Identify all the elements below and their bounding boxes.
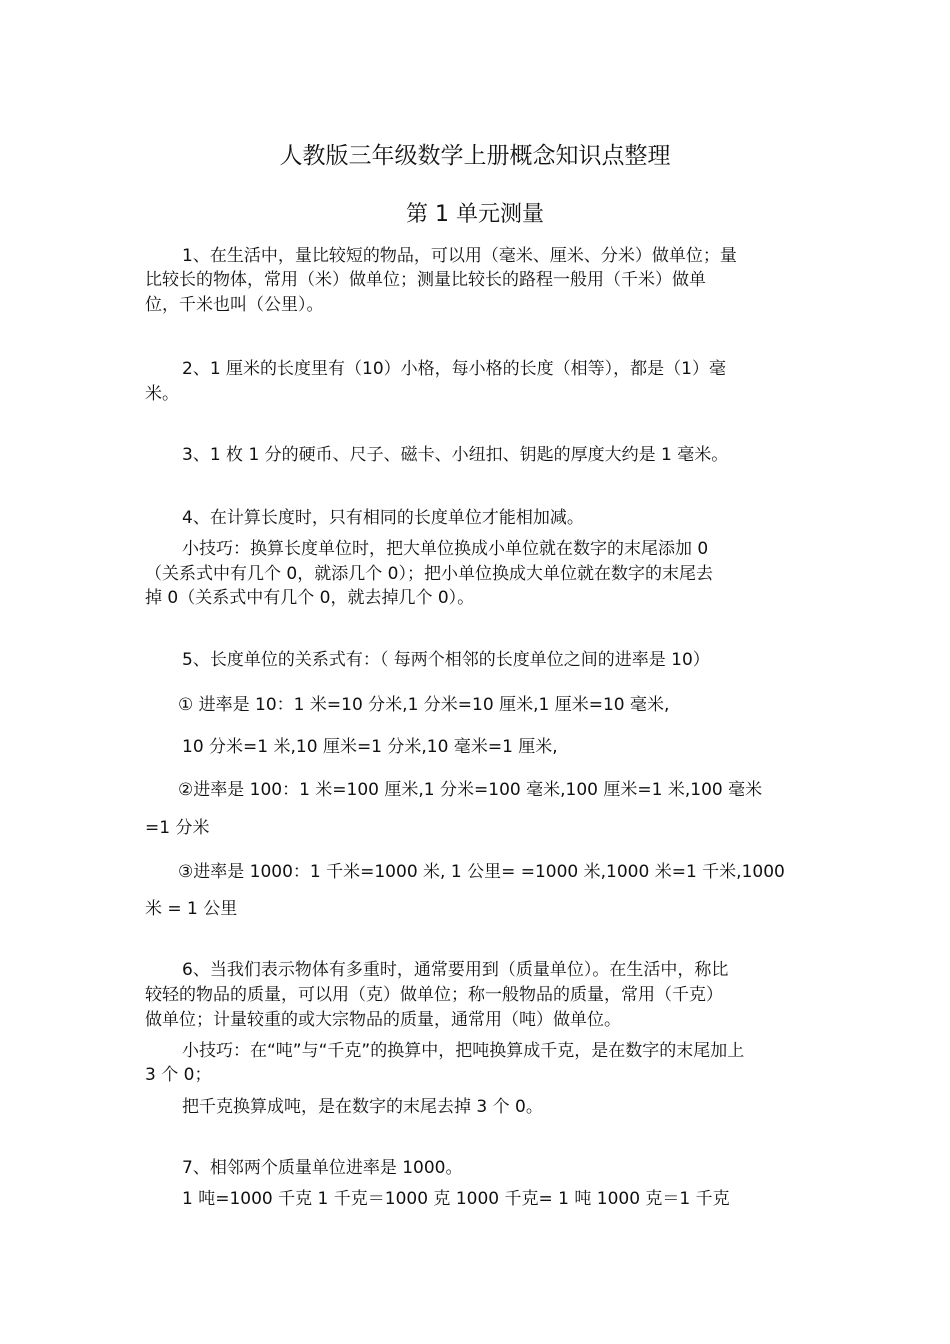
item-6-line-2: 较轻的物品的质量，可以用（克）做单位；称一般物品的质量，常用（千克） (145, 985, 723, 1005)
ratio-10-line-2: 10 分米=1 米,10 厘米=1 分米,10 毫米=1 厘米, (182, 737, 558, 757)
item-5: 5、长度单位的关系式有：（ 每两个相邻的长度单位之间的进率是 10） (182, 650, 710, 670)
ratio-1000-line-1: ③进率是 1000：1 千米=1000 米, 1 公里= =1000 米,1000 米=1 千米,1000 (178, 862, 785, 882)
item-4: 4、在计算长度时，只有相同的长度单位才能相加减。 (182, 508, 584, 528)
ratio-100-line-2: =1 分米 (145, 818, 210, 838)
ratio-10-line-1: ① 进率是 10：1 米=10 分米,1 分米=10 厘米,1 厘米=10 毫米, (178, 695, 670, 715)
item-7-equations: 1 吨=1000 千克 1 千克＝1000 克 1000 千克= 1 吨 1000 克＝1 千克 (182, 1189, 730, 1209)
ratio-100-line-1: ②进率是 100：1 米=100 厘米,1 分米=100 毫米,100 厘米=1 米,100 毫米 (178, 780, 763, 800)
tip-2-line-1: 小技巧：在“吨”与“千克”的换算中，把吨换算成千克，是在数字的末尾加上 (182, 1041, 745, 1061)
tip-2-line-2: 3 个 0； (145, 1065, 212, 1085)
tip-1-line-2: （关系式中有几个 0，就添几个 0）；把小单位换成大单位就在数字的末尾去 (145, 564, 713, 584)
item-6-line-3: 做单位；计量较重的或大宗物品的质量，通常用（吨）做单位。 (145, 1010, 621, 1030)
item-2-line-1: 2、1 厘米的长度里有（10）小格，每小格的长度（相等），都是（1）毫 (182, 359, 726, 379)
item-2-line-2: 米。 (145, 384, 179, 404)
item-1-line-2: 比较长的物体，常用（米）做单位；测量比较长的路程一般用（千米）做单 (145, 270, 706, 290)
ratio-1000-line-2: 米 = 1 公里 (145, 899, 238, 919)
item-3: 3、1 枚 1 分的硬币、尺子、磁卡、小纽扣、钥匙的厚度大约是 1 毫米。 (182, 445, 729, 465)
unit-heading: 第 1 单元测量 (406, 202, 544, 227)
tip-2-line-3: 把千克换算成吨，是在数字的末尾去掉 3 个 0。 (182, 1097, 543, 1117)
tip-1-line-3: 掉 0（关系式中有几个 0，就去掉几个 0）。 (145, 588, 475, 608)
item-7: 7、相邻两个质量单位进率是 1000。 (182, 1158, 463, 1178)
tip-1-line-1: 小技巧：换算长度单位时，把大单位换成小单位就在数字的末尾添加 0 (182, 539, 709, 559)
document-title: 人教版三年级数学上册概念知识点整理 (279, 143, 671, 169)
item-1-line-1: 1、在生活中，量比较短的物品，可以用（毫米、厘米、分米）做单位；量 (182, 246, 737, 266)
item-6-line-1: 6、当我们表示物体有多重时，通常要用到（质量单位）。在生活中，称比 (182, 960, 729, 980)
item-1-line-3: 位，千米也叫（公里）。 (145, 295, 324, 315)
